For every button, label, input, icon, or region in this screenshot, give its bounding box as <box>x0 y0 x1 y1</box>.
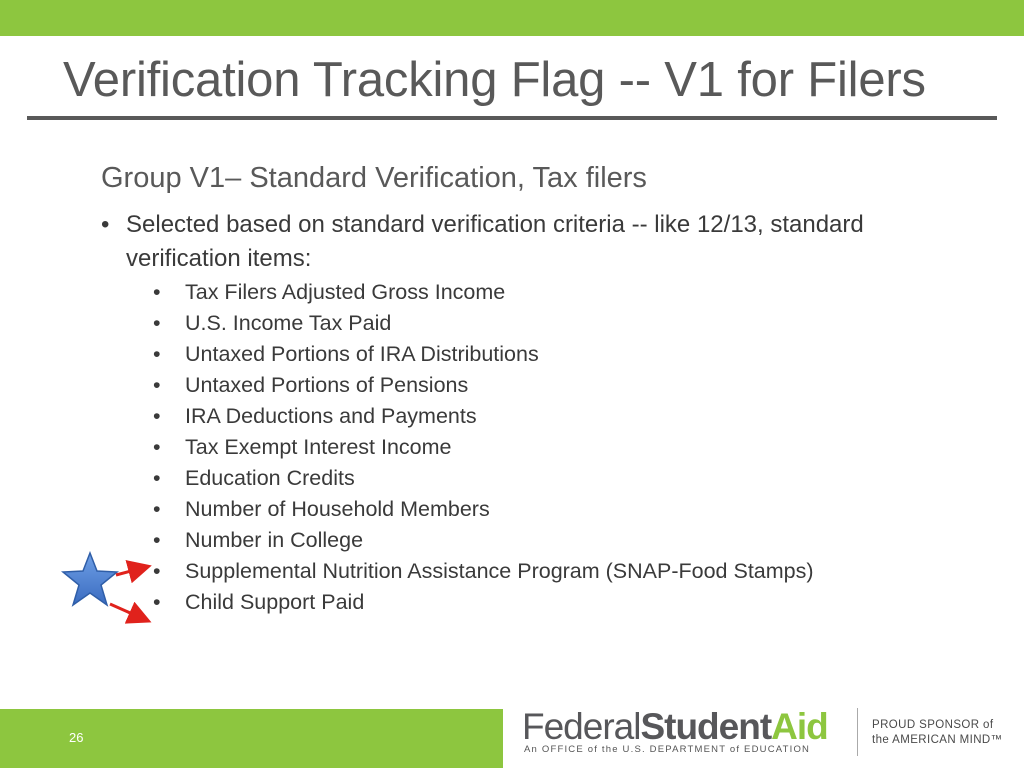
page-number: 26 <box>69 730 84 745</box>
list-item-child-support <box>153 587 873 618</box>
logo-aid: Aid <box>771 706 828 747</box>
item-text: U.S. Income Tax Paid <box>185 311 392 335</box>
item-text: Child Support Paid <box>185 590 365 614</box>
bullet-marker: • <box>153 559 161 583</box>
sponsor-text <box>872 718 1003 748</box>
item-text: Education Credits <box>185 466 355 490</box>
item-text: Supplemental Nutrition Assistance Program (SNAP-Food Stamps) <box>185 559 814 583</box>
bullet-marker: • <box>153 342 161 366</box>
list-item-snap <box>153 556 873 587</box>
bullet-marker: • <box>153 373 161 397</box>
sponsor-line-1: PROUD SPONSOR of <box>872 719 994 731</box>
item-text: Tax Filers Adjusted Gross Income <box>185 280 506 304</box>
item-text: Number of Household Members <box>185 497 490 521</box>
title-underline <box>27 116 997 120</box>
list-item <box>153 463 873 494</box>
main-bullet-text: Selected based on standard verification criteria -- like 12/13, standard verification items: <box>126 211 864 272</box>
pointer-arrows <box>100 555 170 635</box>
list-item <box>153 494 873 525</box>
red-arrow-icon <box>110 604 146 620</box>
group-subheading: Group V1– Standard Verification, Tax filers <box>101 162 647 194</box>
list-item <box>153 339 873 370</box>
item-text: IRA Deductions and Payments <box>185 404 477 428</box>
sponsor-line-2: the AMERICAN MIND™ <box>872 734 1003 746</box>
bullet-marker: • <box>101 211 110 238</box>
bullet-marker: • <box>153 311 161 335</box>
bullet-marker: • <box>153 497 161 521</box>
main-bullet <box>101 208 901 276</box>
bullet-marker: • <box>153 404 161 428</box>
logo-tagline: An OFFICE of the U.S. DEPARTMENT of EDUCATION <box>524 744 811 755</box>
list-item <box>153 370 873 401</box>
list-item <box>153 432 873 463</box>
bullet-marker: • <box>153 435 161 459</box>
fsa-wordmark <box>522 706 828 748</box>
bullet-marker: • <box>153 590 161 614</box>
bullet-marker: • <box>153 280 161 304</box>
top-accent-bar <box>0 0 1024 36</box>
slide-title: Verification Tracking Flag -- V1 for Filers <box>63 53 926 107</box>
item-text: Number in College <box>185 528 364 552</box>
bullet-marker: • <box>153 466 161 490</box>
federal-student-aid-logo <box>522 702 852 762</box>
item-text: Untaxed Portions of IRA Distributions <box>185 342 539 366</box>
item-text: Tax Exempt Interest Income <box>185 435 452 459</box>
list-item <box>153 308 873 339</box>
footer-divider <box>857 708 858 756</box>
bullet-marker: • <box>153 528 161 552</box>
list-item <box>153 277 873 308</box>
logo-student: Student <box>640 706 772 747</box>
list-item <box>153 401 873 432</box>
red-arrow-icon <box>116 567 146 575</box>
item-text: Untaxed Portions of Pensions <box>185 373 469 397</box>
list-item <box>153 525 873 556</box>
logo-federal: Federal <box>522 706 641 747</box>
verification-items-list <box>153 277 873 618</box>
